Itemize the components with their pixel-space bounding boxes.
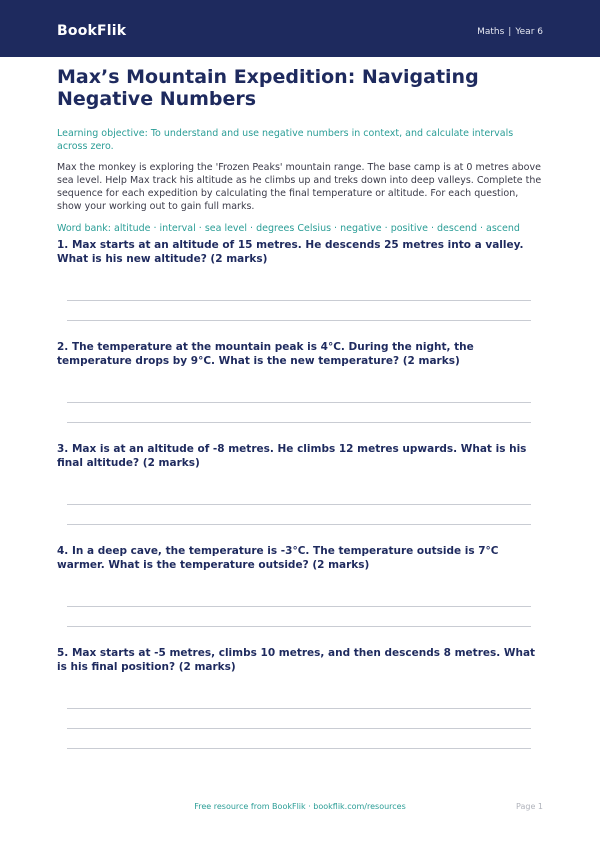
subject-label: Maths [477,27,505,37]
answer-line[interactable] [67,504,531,505]
answer-line[interactable] [67,606,531,607]
question-text: 5. Max starts at -5 metres, climbs 10 metres, and then descends 8 metres. What is his final position? (2 marks) [57,647,536,673]
answer-line[interactable] [67,626,531,627]
intro-paragraph: Max the monkey is exploring the 'Frozen Peaks' mountain range. The base camp is at 0 metres above sea level. Help Max track his altitude as he climbs up and treks down into deep valleys. Complete the sequence for each expedition by calculating the final temperature or altitude. For each question, show your working out to gain full marks. [57,162,542,212]
answer-line[interactable] [67,422,531,423]
brand-logo[interactable]: BookFlik [57,23,127,39]
word-bank: Word bank: altitude · interval · sea level · degrees Celsius · negative · positive · descend · ascend [57,223,520,234]
question-text: 2. The temperature at the mountain peak is 4°C. During the night, the temperature drops by 9°C. What is the new temperature? (2 marks) [57,341,474,367]
header-meta [477,27,543,37]
learning-objective: Learning objective: To understand and use negative numbers in context, and calculate intervals across zero. [57,128,514,152]
question-3 [57,442,545,470]
answer-line[interactable] [67,320,531,321]
year-label: Year 6 [515,27,543,37]
question-text: 3. Max is at an altitude of -8 metres. He climbs 12 metres upwards. What is his final altitude? (2 marks) [57,443,527,469]
answer-line[interactable] [67,748,531,749]
page-number: Page 1 [516,802,543,811]
question-4 [57,544,545,572]
page-title: Max’s Mountain Expedition: Navigating Negative Numbers [57,66,479,110]
answer-line[interactable] [67,402,531,403]
footer-resource-link[interactable]: Free resource from BookFlik · bookflik.com/resources [194,802,406,811]
question-text: 1. Max starts at an altitude of 15 metres. He descends 25 metres into a valley. What is his new altitude? (2 marks) [57,239,524,265]
meta-separator: | [508,27,512,37]
answer-line[interactable] [67,728,531,729]
question-1 [57,238,545,266]
question-5 [57,646,545,674]
answer-line[interactable] [67,524,531,525]
page-header [0,0,600,57]
question-2 [57,340,545,368]
answer-line[interactable] [67,300,531,301]
question-text: 4. In a deep cave, the temperature is -3°C. The temperature outside is 7°C warmer. What is the temperature outside? (2 marks) [57,545,499,571]
answer-line[interactable] [67,708,531,709]
worksheet-intro [57,66,543,235]
